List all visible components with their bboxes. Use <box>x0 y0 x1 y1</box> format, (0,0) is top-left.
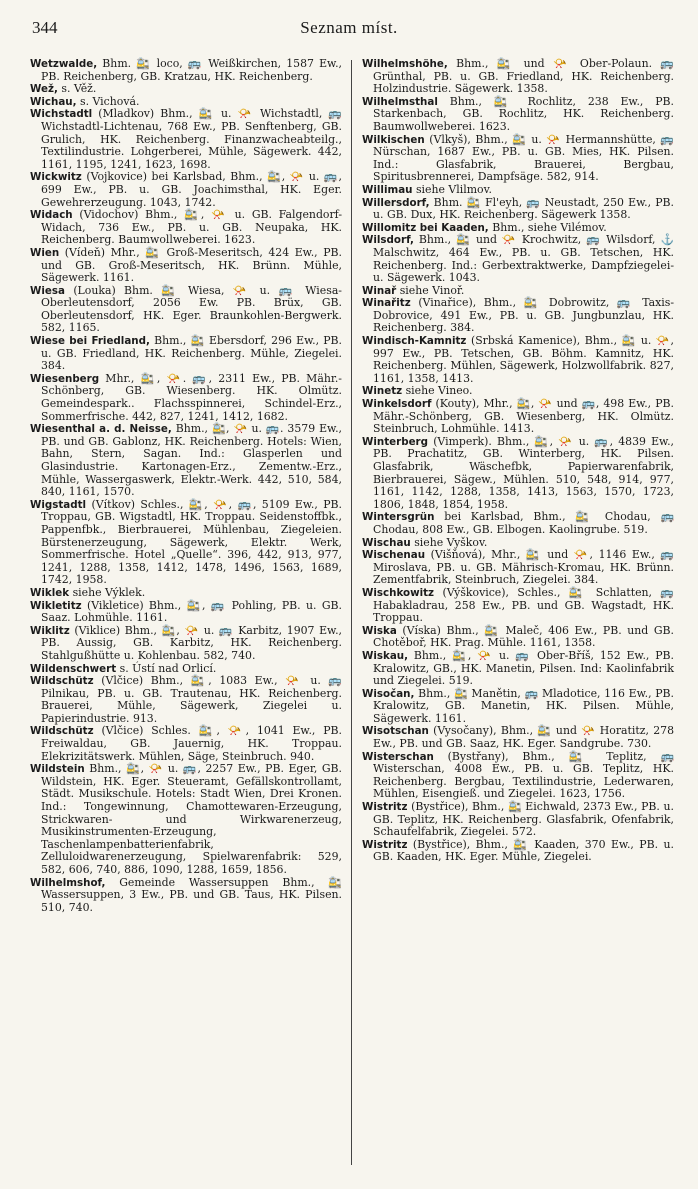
gazetteer-entry <box>30 725 342 763</box>
page-number: 344 <box>32 18 58 37</box>
entry-text: (Vlčice) Bhm., 🚉, 1083 Ew., 📯 u. 🚌 Pilnikau, PB. u. GB. Trautenau, HK. Reichenberg. Brauerei, Mühle, Sägewerk, Ziegelei u. Papierindustrie. 913. <box>41 674 342 725</box>
entry-headword: Willimau <box>362 183 413 196</box>
entry-headword: Wiese bei Friedland, <box>30 335 150 348</box>
gazetteer-entry <box>30 171 342 209</box>
entry-headword: Wiskau, <box>362 649 409 662</box>
entry-headword: Wiklek <box>30 586 70 599</box>
entry-headword: Willomitz bei Kaaden, <box>362 221 489 234</box>
entry-text: (Bystřice), Bhm., 🚉 Eichwald, 2373 Ew., PB. u. GB. Teplitz, HK. Reichenberg. Glasfabrik, Ofenfabrik, Schaufelfabrik, Ziegelei. 572. <box>373 800 674 839</box>
entry-text: (Kouty), Mhr., 🚉, 📯 und 🚌, 498 Ew., PB. Mähr.-Schönberg, GB. Wiesenberg, HK. Olmütz. Steinbruch, Lohmühle. 1413. <box>373 397 674 436</box>
gazetteer-entry <box>362 96 674 134</box>
entry-text: (Louka) Bhm. 🚉 Wiesa, 📯 u. 🚌 Wiesa-Oberleutensdorf, 2056 Ew. PB. Brüx, GB. Oberleutensdorf, HK. Eger. Braunkohlen-Bergwerk. 582, 1165. <box>41 283 342 335</box>
gazetteer-entry <box>362 650 674 688</box>
gazetteer-entry <box>30 58 342 83</box>
entry-text: (Vinařice), Bhm., 🚉 Dobrowitz, 🚌 Taxis-Dobrovice, 491 Ew., PB. u. GB. Jungbunzlau, HK. Reichenberg. 384. <box>373 296 675 335</box>
gazetteer-entry <box>362 839 674 864</box>
entry-headword: Widach <box>30 209 73 222</box>
gazetteer-entry <box>30 600 342 625</box>
entry-headword: Wischenau <box>362 549 426 562</box>
entry-headword: Wien <box>30 246 60 259</box>
entry-text: (Vlkyš), Bhm., 🚉 u. 📯 Hermannshütte, 🚌 Nürschan, 1687 Ew., PB. u. GB. Mies, HK. Pilsen. Ind.: Glasfabrik, Brauerei, Bergbau, Spiritusbrennerei, Dampfsäge. 582, 914. <box>373 132 674 184</box>
entry-text: Gemeinde Wassersuppen Bhm., 🚉 Wassersuppen, 3 Ew., PB. und GB. Taus, HK. Pilsen. 510, 740. <box>41 875 342 914</box>
entry-headword: Wilkischen <box>362 133 425 146</box>
entry-text: siehe Výklek. <box>72 585 146 599</box>
gazetteer-entry <box>30 108 342 171</box>
gazetteer-entry <box>362 688 674 726</box>
entry-text: Bhm., 🚉, 📯 u. 🚌. 3579 Ew., PB. und GB. Gablonz, HK. Reichenberg. Hotels: Wien, Bahn, Stern, Sagan. Ind.: Glasperlen und Glasindustrie. Kartonagen-Erz., Zementw.-Erz., Mühle, Wassergaswerk, Elektr.-Werk. 442, 510, 584, 840, 1161, 1570. <box>41 422 342 499</box>
entry-headword: Winařitz <box>362 297 411 310</box>
entry-headword: Wisotschan <box>362 725 429 738</box>
entry-text: Bhm., 🚉 Rochlitz, 238 Ew., PB. Starkenbach, GB. Rochlitz, HK. Reichenberg. Baumwollweberei. 1623. <box>373 94 674 133</box>
entry-headword: Wikletitz <box>30 599 82 612</box>
column-divider <box>351 60 352 1165</box>
entry-text: siehe Vineo. <box>405 384 473 398</box>
entry-headword: Wischau <box>362 536 411 549</box>
entry-headword: Wilhelmsthal <box>362 95 438 108</box>
entry-headword: Wintersgrün <box>362 511 435 524</box>
gazetteer-entry <box>30 877 342 915</box>
gazetteer-entry <box>30 285 342 335</box>
gazetteer-entry <box>30 373 342 423</box>
gazetteer-entry <box>362 587 674 625</box>
gazetteer-entry <box>362 398 674 436</box>
entry-headword: Wisterschan <box>362 750 434 763</box>
entry-headword: Wetzwalde, <box>30 58 98 70</box>
entry-text: siehe Vinoř. <box>399 283 465 297</box>
entry-text: bei Karlsbad, Bhm., 🚉 Chodau, 🚌 Chodau, 808 Ew., GB. Elbogen. Kaolingrube. 519. <box>373 510 674 536</box>
entry-text: (Vimperk). Bhm., 🚉, 📯 u. 🚌, 4839 Ew., PB. Prachatitz, GB. Winterberg, HK. Pilsen. Glasfabrik, Wäschefbk, Papierwarenfabrik, Bierbrauerei, Sägew., Mühlen. 510, 548, 914, 977, 1161, 1142, 1288, 1358, 1413, 1563, 1570, 1723, 1806, 1848, 1854, 1958. <box>373 434 674 511</box>
entry-text: (Bystřice), Bhm., 🚉 Kaaden, 370 Ew., PB. u. GB. Kaaden, HK. Eger. Mühle, Ziegelei. <box>373 837 674 864</box>
entry-text: (Výškovice), Schles., 🚉 Schlatten, 🚌 Habakladrau, 258 Ew., PB. und GB. Wagstadt, HK. Troppau. <box>373 585 674 625</box>
entry-headword: Wilhelmshof, <box>30 876 106 889</box>
entry-headword: Wiesenthal a. d. Neisse, <box>30 423 172 436</box>
entry-headword: Wilsdorf, <box>362 234 414 247</box>
gazetteer-entry <box>30 499 342 587</box>
gazetteer-entry <box>362 549 674 587</box>
entry-text: Bhm., 🚉 und 📯 Ober-Polaun. 🚌 Grünthal, PB. u. GB. Friedland, HK. Reichenberg. Holzindustrie. Sägewerk. 1358. <box>373 57 674 96</box>
entry-text: s. Vichová. <box>79 94 140 108</box>
entry-text: (Vikletice) Bhm., 🚉, 🚌 Pohling, PB. u. GB. Saaz. Lohmühle. 1161. <box>41 598 342 625</box>
entry-headword: Winař <box>362 284 397 297</box>
gazetteer-entry <box>362 625 674 650</box>
gazetteer-entry <box>362 297 674 335</box>
entry-headword: Windisch-Kamnitz <box>362 335 467 348</box>
gazetteer-entry <box>362 725 674 750</box>
entry-headword: Wiesa <box>30 284 65 297</box>
entry-headword: Wisočan, <box>362 687 415 700</box>
entry-headword: Wiklitz <box>30 624 70 637</box>
entry-headword: Wichstadtl <box>30 108 93 121</box>
entry-text: (Vítkov) Schles., 🚉, 📯, 🚌, 5109 Ew., PB. Troppau, GB. Wigstadtl, HK. Troppau. Seidenstoffbk., Pappenfbk., Bierbrauerei, Mühlenbau, Ziegeleien. Bürstenerzeugung, Sägewerk, Elektr. Werk, Sommerfrische. Hotel „Quelle“. 396, 442, 913, 977, 1241, 1288, 1358, 1412, 1478, 1496, 1563, 1689, 1742, 1958. <box>41 497 342 587</box>
entry-text: (Víska) Bhm., 🚉 Maleč, 406 Ew., PB. und GB. Chotěboř, HK. Prag. Mühle. 1161, 1358. <box>373 623 674 650</box>
gazetteer-entry <box>30 335 342 373</box>
entry-text: Bhm., siehe Vilémov. <box>492 220 607 234</box>
entry-text: (Vysočany), Bhm., 🚉 und 📯 Horatitz, 278 Ew., PB. und GB. Saaz, HK. Eger. Sandgrube. 730. <box>373 724 675 751</box>
gazetteer-entry <box>30 675 342 725</box>
gazetteer-entry <box>30 247 342 285</box>
gazetteer-entry <box>362 335 674 385</box>
entry-headword: Wistritz <box>362 801 408 814</box>
entry-headword: Winkelsdorf <box>362 398 432 411</box>
entry-headword: Wiesenberg <box>30 372 100 385</box>
entry-headword: Willersdorf, <box>362 196 430 209</box>
entry-text: s. Ústí nad Orlicí. <box>119 661 217 675</box>
entry-text: Bhm., 🚉 und 📯 Krochwitz, 🚌 Wilsdorf, ⚓ Malschwitz, 464 Ew., PB. u. GB. Tetschen, HK. Reichenberg. Ind.: Gerbextraktwerke, Dampfziegelei- u. Sägewerk. 1043. <box>373 233 675 285</box>
page-header <box>32 14 666 42</box>
entry-text: Bhm., 🚉, 📯 u. 🚌 Ober-Bříš, 152 Ew., PB. Kralowitz, GB., HK. Manetin, Pilsen. Ind: Kaolinfabrik und Ziegelei. 519. <box>373 648 674 688</box>
gazetteer-entry <box>362 801 674 839</box>
entry-text: (Vojkovice) bei Karlsbad, Bhm., 🚉, 📯 u. 🚌, 699 Ew., PB. u. GB. Joachimsthal, HK. Eger. Gewehrerzeugung. 1043, 1742. <box>41 170 342 209</box>
entry-headword: Winetz <box>362 385 403 398</box>
gazetteer-entry <box>362 134 674 184</box>
entry-text: Bhm., 🚉 Manětin, 🚌 Mladotice, 116 Ew., PB. Kralowitz, GB. Manetin, HK. Pilsen. Mühle, Sägewerk. 1161. <box>373 686 674 725</box>
entry-text: Bhm., 🚉, 📯 u. 🚌, 2257 Ew., PB. Eger, GB. Wildstein, HK. Eger. Steueramt, Gefällskontrollamt, Städt. Musikschule. Hotels: Stadt Wien, Drei Kronen. Ind.: Tongewinnung, Chamottewaren-Erzeugung, Strickwaren- und Wirkwarenerzeug, Musikinstrumenten-Erzeugung, Taschenlampenbatterienfabrik, Zelluloidwarenerzeugung, Spielwarenfabrik: 529, 582, 606, 740, 886, 1090, 1288, 1659, 1856. <box>41 762 343 876</box>
left-column <box>30 58 342 914</box>
entry-text: (Vidochov) Bhm., 🚉, 📯 u. GB. Falgendorf-Widach, 736 Ew., PB. u. GB. Neupaka, HK. Reichenberg. Baumwollweberei. 1623. <box>41 208 343 247</box>
entry-text: (Vlčice) Schles. 🚉, 📯, 1041 Ew., PB. Freiwaldau, GB. Jauernig, HK. Troppau. Elekrizitätswerk. Mühlen, Säge, Steinbruch. 940. <box>41 724 342 763</box>
gazetteer-entry <box>362 751 674 801</box>
entry-text: (Srbská Kamenice), Bhm., 🚉 u. 📯, 997 Ew., PB. Tetschen, GB. Böhm. Kamnitz, HK. Reichenberg. Mühlen, Sägewerk, Holzwollfabrik. 827, 1161, 1358, 1413. <box>373 334 674 385</box>
entry-headword: Wildenschwert <box>30 662 117 675</box>
entry-headword: Winterberg <box>362 435 429 448</box>
gazetteer-entry <box>30 209 342 247</box>
entry-headword: Wilhelmshöhe, <box>362 58 448 70</box>
gazetteer-entry <box>362 234 674 284</box>
gazetteer-entry <box>30 625 342 663</box>
entry-headword: Wež, <box>30 83 58 96</box>
gazetteer-entry <box>30 763 342 876</box>
entry-text: (Višňová), Mhr., 🚉 und 📯, 1146 Ew., 🚌 Miroslava, PB. u. GB. Mährisch-Kromau, HK. Brünn. Zementfabrik, Steinbruch, Ziegelei. 384. <box>373 548 674 587</box>
entry-text: siehe Vlilmov. <box>415 182 492 196</box>
gazetteer-entry <box>362 436 674 512</box>
entry-text: siehe Vyškov. <box>414 535 488 549</box>
entry-text: s. Věž. <box>61 82 97 96</box>
right-column <box>362 58 674 864</box>
entry-headword: Wischkowitz <box>362 586 435 599</box>
entry-text: Bhm., 🚉 Ebersdorf, 296 Ew., PB. u. GB. Friedland, HK. Reichenberg. Mühle, Ziegelei. 384. <box>41 334 343 373</box>
running-title: Seznam míst. <box>300 18 398 37</box>
entry-text: Mhr., 🚉, 📯. 🚌, 2311 Ew., PB. Mähr.-Schönberg, GB. Wiesenberg. HK. Olmütz. Gemeindespark.. Flachsspinnerei, Schindel-Erz., Sommerfrische. 442, 827, 1241, 1412, 1682. <box>41 371 342 423</box>
entry-headword: Wistritz <box>362 838 408 851</box>
entry-headword: Wildschütz <box>30 725 94 738</box>
entry-text: Bhm. 🚉 Fl'eyh, 🚌 Neustadt, 250 Ew., PB. u. GB. Dux, HK. Reichenberg. Sägewerk 1358. <box>373 195 674 222</box>
entry-text: (Vídeň) Mhr., 🚉 Groß-Meseritsch, 424 Ew., PB. und GB. Groß-Meseritsch, HK. Brünn. Mühle, Sägewerk. 1161. <box>41 245 342 285</box>
entry-headword: Wildschütz <box>30 675 94 688</box>
gazetteer-entry <box>362 58 674 96</box>
entry-headword: Wichau, <box>30 95 77 108</box>
gazetteer-entry <box>30 83 342 96</box>
entry-headword: Wickwitz <box>30 171 82 184</box>
two-column-body <box>30 57 675 1173</box>
entry-text: (Viklice) Bhm., 🚉, 📯 u. 🚌 Karbitz, 1907 Ew., PB. Aussig, GB. Karbitz, HK. Reichenberg. Stahlgußhütte u. Kohlenbau. 582, 740. <box>41 623 343 662</box>
entry-headword: Wiska <box>362 624 397 637</box>
entry-headword: Wildstein <box>30 763 85 776</box>
gazetteer-entry <box>30 423 342 499</box>
gazetteer-entry <box>362 511 674 536</box>
entry-text: Bhm. 🚉 loco, 🚌 Weißkirchen, 1587 Ew., PB. Reichenberg, GB. Kratzau, HK. Reichenberg. <box>41 57 342 83</box>
entry-text: (Bystřany), Bhm., 🚉 Teplitz, 🚌 Wisterschan, 4008 Ew., PB. u. GB. Teplitz, HK. Reichenberg. Bergbau, Textilindustrie, Lederwaren, Mühlen, Eisengieß. und Ziegelei. 1623, 1756. <box>373 749 675 801</box>
entry-headword: Wigstadtl <box>30 498 87 511</box>
gazetteer-entry <box>362 197 674 222</box>
entry-text: (Mladkov) Bhm., 🚉 u. 📯 Wichstadtl, 🚌 Wichstadtl-Lichtenau, 768 Ew., PB. Senftenberg, GB. Grulich, HK. Reichenberg. Finanzwacheabteilg., Textilindustrie. Lohgerberei, Mühle, Sägewerk. 442, 1161, 1195, 1241, 1623, 1698. <box>41 107 342 171</box>
